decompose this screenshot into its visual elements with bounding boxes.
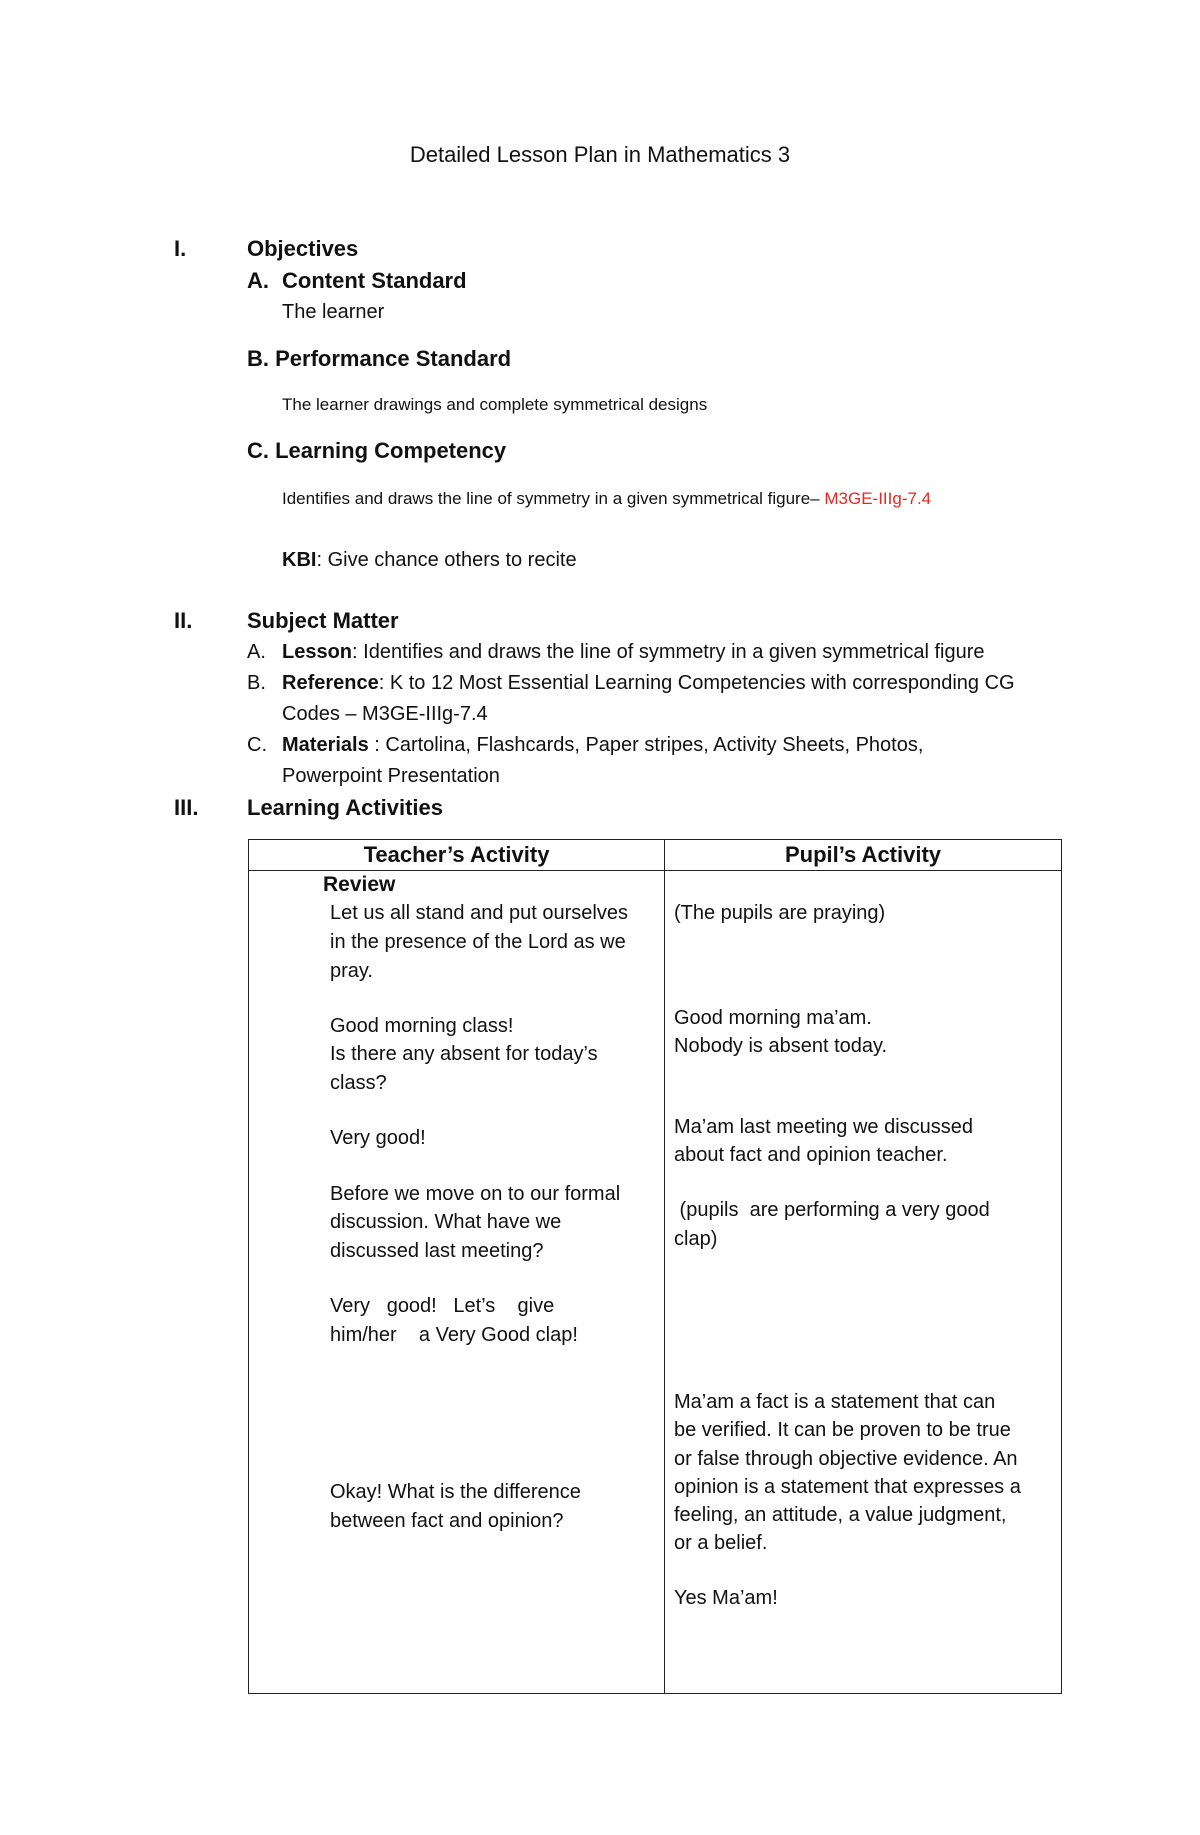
teacher-line: Good morning class! bbox=[330, 1015, 514, 1037]
subject-item-text: : Identifies and draws the line of symmetry in a given symmetrical figure bbox=[352, 641, 985, 663]
table-header-row bbox=[249, 840, 1062, 871]
subject-item-lesson bbox=[282, 641, 985, 664]
teacher-line: discussed last meeting? bbox=[330, 1240, 544, 1262]
activities-table bbox=[248, 839, 1062, 1694]
pupil-line: feeling, an attitude, a value judgment, bbox=[674, 1504, 1007, 1526]
pupil-line: opinion is a statement that expresses a bbox=[674, 1476, 1021, 1498]
teacher-line: discussion. What have we bbox=[330, 1211, 562, 1233]
subject-item-reference bbox=[282, 672, 1015, 695]
pupil-line: Good morning ma’am. bbox=[674, 1007, 872, 1029]
pupil-line: clap) bbox=[674, 1228, 718, 1250]
pupil-line: be verified. It can be proven to be true bbox=[674, 1419, 1011, 1441]
teacher-line: between fact and opinion? bbox=[330, 1510, 564, 1532]
teacher-line: Is there any absent for today’s bbox=[330, 1043, 598, 1065]
subject-item-materials bbox=[282, 734, 923, 757]
subject-item-key: Materials bbox=[282, 734, 369, 756]
pupil-line: or a belief. bbox=[674, 1532, 768, 1554]
teacher-line: in the presence of the Lord as we bbox=[330, 931, 626, 953]
performance-standard-heading: B. Performance Standard bbox=[247, 346, 512, 371]
pupil-line: Ma’am last meeting we discussed bbox=[674, 1116, 974, 1138]
subject-item-label-c: C. bbox=[247, 734, 267, 756]
subject-item-text: : K to 12 Most Essential Learning Competencies with corresponding CG bbox=[378, 672, 1015, 694]
competency-code: M3GE-IIIg-7.4 bbox=[824, 489, 932, 508]
content-standard-text: The learner bbox=[282, 301, 385, 323]
pupil-line: about fact and opinion teacher. bbox=[674, 1144, 948, 1166]
pupil-activity-header: Pupil’s Activity bbox=[665, 840, 1062, 871]
teacher-line: him/her a Very Good clap! bbox=[330, 1324, 578, 1346]
subject-item-label-b: B. bbox=[247, 672, 266, 694]
content-standard-heading: Content Standard bbox=[282, 268, 467, 293]
teacher-line: Let us all stand and put ourselves bbox=[330, 902, 628, 924]
section-number-learning-activities: III. bbox=[174, 795, 199, 820]
subject-item-text: : Cartolina, Flashcards, Paper stripes, Activity Sheets, Photos, bbox=[368, 734, 924, 756]
pupil-line: or false through objective evidence. An bbox=[674, 1448, 1018, 1470]
learning-activities-heading: Learning Activities bbox=[247, 795, 444, 820]
teacher-line: class? bbox=[330, 1072, 387, 1094]
subject-matter-heading: Subject Matter bbox=[247, 608, 399, 633]
learning-competency-line bbox=[282, 489, 931, 509]
pupil-line: (pupils are performing a very good bbox=[674, 1199, 990, 1221]
pupil-line: Nobody is absent today. bbox=[674, 1035, 888, 1057]
teacher-line: Okay! What is the difference bbox=[330, 1481, 581, 1503]
review-heading: Review bbox=[323, 873, 396, 896]
pupil-line: (The pupils are praying) bbox=[674, 902, 886, 924]
subject-item-materials-cont: Powerpoint Presentation bbox=[282, 765, 500, 787]
teacher-line: Very good! bbox=[330, 1127, 426, 1149]
content-standard-label: A. bbox=[247, 268, 269, 293]
section-number-objectives: I. bbox=[174, 236, 187, 261]
teacher-activity-cell bbox=[249, 871, 665, 1694]
learning-competency-heading: C. Learning Competency bbox=[247, 438, 507, 463]
subject-item-reference-cont: Codes – M3GE-IIIg-7.4 bbox=[282, 703, 488, 725]
subject-item-key: Reference bbox=[282, 672, 379, 694]
learning-competency-text: Identifies and draws the line of symmetry in a given symmetrical figure bbox=[282, 489, 811, 508]
pupil-activity-cell bbox=[665, 871, 1062, 1694]
kbi-line bbox=[282, 549, 577, 572]
kbi-text: : Give chance others to recite bbox=[316, 549, 577, 571]
subject-item-key: Lesson bbox=[282, 641, 353, 663]
subject-item-label-a: A. bbox=[247, 641, 266, 663]
teacher-line: Very good! Let’s give bbox=[330, 1295, 555, 1317]
kbi-label: KBI bbox=[282, 549, 317, 571]
pupil-line: Ma’am a fact is a statement that can bbox=[674, 1391, 996, 1413]
performance-standard-text: The learner drawings and complete symmetrical designs bbox=[282, 395, 708, 414]
teacher-activity-header: Teacher’s Activity bbox=[249, 840, 665, 871]
teacher-line: pray. bbox=[330, 960, 373, 982]
page-title: Detailed Lesson Plan in Mathematics 3 bbox=[409, 142, 791, 167]
objectives-heading: Objectives bbox=[247, 236, 359, 261]
learning-competency-dash: – bbox=[810, 489, 825, 508]
section-number-subject-matter: II. bbox=[174, 608, 193, 633]
teacher-line: Before we move on to our formal bbox=[330, 1183, 621, 1205]
pupil-line: Yes Ma’am! bbox=[674, 1587, 778, 1609]
table-row bbox=[249, 871, 1062, 1694]
